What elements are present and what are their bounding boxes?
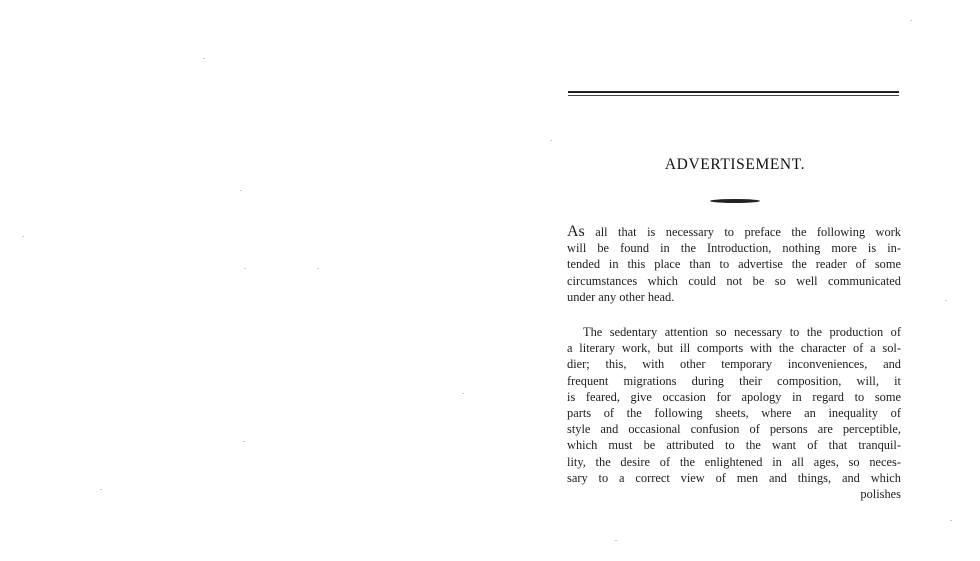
paragraph-line: a literary work, but ill comports with the character of a sol- — [567, 341, 901, 356]
paper-speck — [615, 540, 617, 541]
paragraph-line: parts of the following sheets, where an inequality of — [567, 405, 901, 420]
paper-speck — [910, 20, 912, 21]
paper-speck — [240, 190, 242, 191]
title-ornament-rule — [710, 199, 760, 203]
paragraph-line: which must be attributed to the want of that tranquil- — [567, 438, 901, 453]
paper-speck — [243, 441, 245, 442]
paper-speck — [462, 393, 464, 394]
header-double-rule — [568, 91, 899, 96]
drop-capital: As — [567, 224, 585, 240]
paragraph-line: style and occasional confusion of persons are perceptible, — [567, 422, 901, 437]
catchword: polishes — [860, 486, 901, 501]
paragraph-line: frequent migrations during their composition, will, it — [567, 373, 901, 388]
page-title: ADVERTISEMENT. — [664, 156, 806, 173]
paragraph-line: As all that is necessary to preface the following work — [567, 224, 901, 240]
paragraph-line: tended in this place than to advertise the reader of some — [567, 257, 901, 272]
paper-speck — [317, 268, 319, 269]
paragraph-line: The sedentary attention so necessary to the production of — [583, 325, 901, 339]
paragraph-line: is feared, give occasion for apology in regard to some — [567, 389, 901, 404]
paper-speck — [100, 489, 102, 490]
paragraph-line: lity, the desire of the enlightened in all ages, so neces- — [567, 454, 901, 469]
paper-speck — [203, 58, 205, 59]
header-rule-thick — [568, 91, 899, 93]
paragraph-line: dier; this, with other temporary inconveniences, and — [567, 357, 901, 372]
paragraph-2 — [567, 324, 901, 502]
paragraph-line: will be found in the Introduction, nothing more is in- — [567, 241, 901, 256]
paragraph-1 — [567, 224, 901, 305]
paragraph-line: under any other head. — [567, 289, 675, 304]
ornament-swell — [710, 199, 760, 203]
paragraph-line: sary to a correct view of men and things, and which — [567, 470, 901, 485]
header-rule-thin — [568, 95, 899, 96]
paper-speck — [22, 236, 24, 237]
paper-speck — [950, 520, 952, 521]
paragraph-line: circumstances which could not be so well communicated — [567, 273, 901, 288]
paper-speck — [244, 268, 246, 269]
paper-speck — [550, 140, 552, 141]
paper-speck — [945, 300, 947, 301]
